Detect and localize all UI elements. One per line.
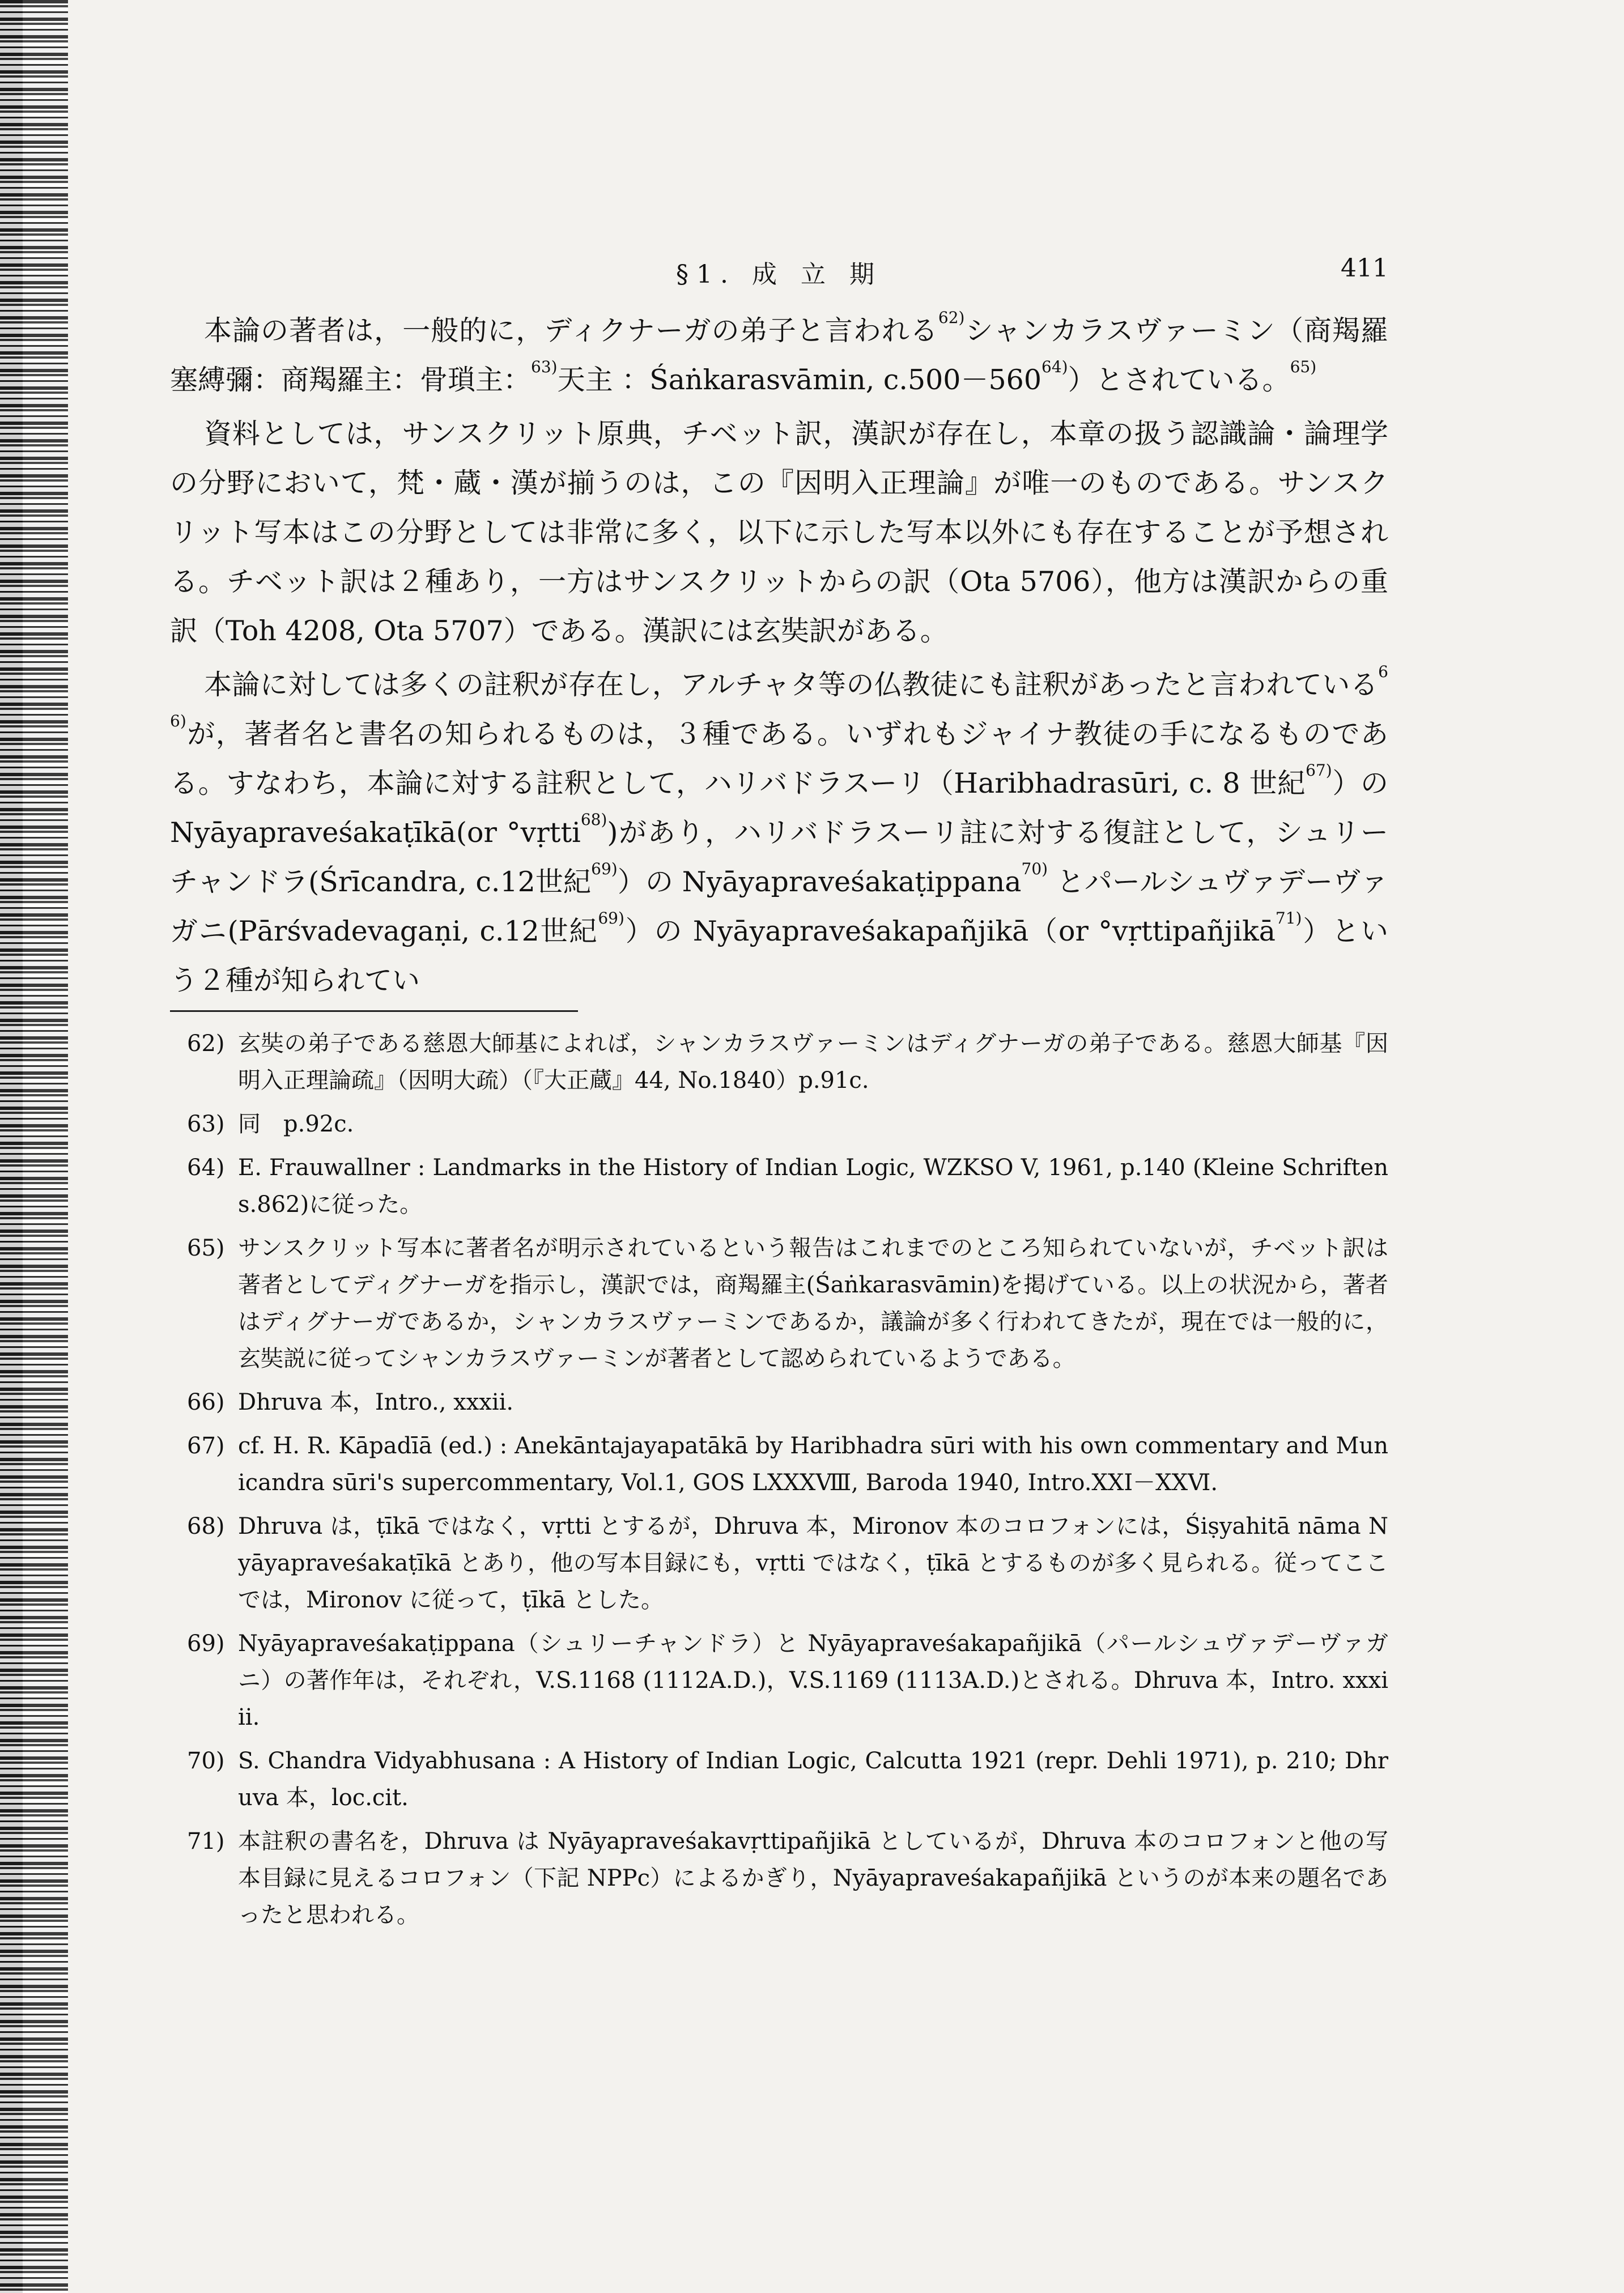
footnote-ref[interactable]: 66) — [170, 662, 1388, 730]
scan-edge — [0, 0, 68, 2293]
text-run: 天主 ：Śaṅkarasvāmin, c.500－560 — [557, 364, 1041, 396]
footnote — [170, 1106, 1388, 1143]
footnote — [170, 1626, 1388, 1736]
footnote-ref[interactable]: 69) — [598, 909, 624, 928]
footnote-ref[interactable]: 70) — [1021, 860, 1048, 878]
footnote-text: E. Frauwallner : Landmarks in the History of Indian Logic, WZKSO V, 1961, p.140 (Kleine Schriften s.862)に従った。 — [238, 1155, 1388, 1218]
footnote-text: 本註釈の書名を，Dhruva は Nyāyapraveśakavṛttipañjikā としているが，Dhruva 本のコロフォンと他の写本目録に見えるコロフォン（下記 NPPc）によるかぎり，Nyāyapraveśakapañjikā というのが本来の題名であったと思われる。 — [238, 1828, 1388, 1928]
footnote-number: 62) — [187, 1031, 225, 1057]
footnote — [170, 1743, 1388, 1816]
paragraph — [170, 306, 1388, 405]
text-run: とパールシュヴァデーヴァガニ(Pārśvadevagaṇi, c.12世紀 — [170, 866, 1388, 947]
footnote-text: Dhruva 本，Intro., xxxii. — [238, 1389, 514, 1415]
footnote-ref[interactable]: 69) — [591, 860, 618, 878]
footnote-text: Nyāyapraveśakaṭippana（シュリーチャンドラ）と Nyāyapraveśakapañjikā（パールシュヴァデーヴァガニ）の著作年は，それぞれ，V.S.1168 (1112A.D.)，V.S.1169 (1113A.D.)とされる。Dhruva 本，Intro. xxxiii. — [238, 1631, 1388, 1730]
text-run: ）の Nyāyapraveśakaṭīkā(or °vṛtti — [170, 767, 1388, 849]
footnote-rule — [170, 1010, 578, 1012]
footnote — [170, 1026, 1388, 1099]
footnote-ref[interactable]: 65) — [1290, 358, 1317, 376]
footnote-ref[interactable]: 62) — [938, 308, 965, 327]
running-header — [170, 254, 1388, 288]
text-run: 資料としては，サンスクリット原典，チベット訳，漢訳が存在し，本章の扱う認識論・論理学の分野において，梵・蔵・漢が揃うのは，この『因明入正理論』が唯一のものである。サンスクリット写本はこの分野としては非常に多く，以下に示した写本以外にも存在することが予想される。チベット訳は２種あり，一方はサンスクリットからの訳（Ota 5706），他方は漢訳からの重訳（Toh 4208, Ota 5707）である。漢訳には玄奘訳がある。 — [170, 418, 1388, 647]
footnote — [170, 1384, 1388, 1421]
footnotes — [170, 1026, 1388, 1941]
footnote — [170, 1150, 1388, 1223]
footnote-text: 同 p.92c. — [238, 1111, 354, 1137]
footnote-number: 70) — [187, 1748, 225, 1774]
text-run: 本論に対しては多くの註釈が存在し，アルチャタ等の仏教徒にも註釈があったと言われている — [204, 669, 1379, 701]
footnote-number: 65) — [187, 1235, 225, 1261]
main-text — [170, 306, 1388, 1010]
footnote — [170, 1823, 1388, 1934]
section-title: §1. 成 立 期 — [676, 260, 882, 289]
footnote-number: 63) — [187, 1111, 225, 1137]
footnote-number: 69) — [187, 1631, 225, 1657]
text-run: シャンカラスヴァーミン（商羯羅塞縛彌：商羯羅主：骨瑣主： — [170, 314, 1388, 396]
footnote — [170, 1230, 1388, 1377]
footnote-ref[interactable]: 68) — [580, 810, 607, 829]
text-run: ）とされている。 — [1068, 364, 1290, 396]
footnote — [170, 1508, 1388, 1619]
footnote-text: cf. H. R. Kāpadīā (ed.) : Anekāntajayapatākā by Haribhadra sūri with his own commentary and Municandra sūri's supercommentary, Vol.1, GOS LXXXⅧ, Baroda 1940, Intro.XXI－XXⅥ. — [238, 1433, 1388, 1496]
page-number: 411 — [1341, 254, 1388, 283]
footnote — [170, 1428, 1388, 1501]
footnote-text: サンスクリット写本に著者名が明示されているという報告はこれまでのところ知られていないが，チベット訳は著者としてディグナーガを指示し，漢訳では，商羯羅主(Śaṅkarasvāmin)を掲げている。以上の状況から，著者はディグナーガであるか，シャンカラスヴァーミンであるか，議論が多く行われてきたが，現在では一般的に，玄奘説に従ってシャンカラスヴァーミンが著者として認められているようである。 — [238, 1235, 1388, 1372]
footnote-text: S. Chandra Vidyabhusana : A History of Indian Logic, Calcutta 1921 (repr. Dehli 1971), p. 210; Dhruva 本，loc.cit. — [238, 1748, 1388, 1811]
footnote-text: 玄奘の弟子である慈恩大師基によれば，シャンカラスヴァーミンはディグナーガの弟子である。慈恩大師基『因明入正理論疏』（因明大疏）（『大正蔵』44, No.1840）p.91c. — [238, 1031, 1388, 1094]
footnote-number: 66) — [187, 1389, 225, 1415]
footnote-text: Dhruva は，ṭīkā ではなく，vṛtti とするが，Dhruva 本，Mironov 本のコロフォンには，Śiṣyahitā nāma Nyāyapraveśakaṭīkā とあり，他の写本目録にも，vṛtti ではなく，ṭīkā とするものが多く見られる。従ってここでは，Mironov に従って，ṭīkā とした。 — [238, 1513, 1388, 1613]
footnote-number: 64) — [187, 1155, 225, 1181]
text-run: ）の Nyāyapraveśakaṭippana — [617, 866, 1022, 898]
footnote-ref[interactable]: 63) — [531, 358, 558, 376]
text-run: ）という２種が知られてい — [170, 915, 1388, 997]
text-run: ）の Nyāyapraveśakapañjikā（or °vṛttipañjikā — [624, 915, 1276, 947]
text-run: が，著者名と書名の知られるものは，３種である。いずれもジャイナ教徒の手になるものである。すなわち，本論に対する註釈として，ハリバドラスーリ（Haribhadrasūri, c. 8 世紀 — [170, 718, 1388, 799]
paragraph — [170, 660, 1388, 1005]
footnote-ref[interactable]: 64) — [1041, 358, 1068, 376]
footnote-ref[interactable]: 67) — [1306, 761, 1332, 780]
paragraph — [170, 409, 1388, 656]
footnote-number: 71) — [187, 1828, 225, 1854]
text-run: )があり，ハリバドラスーリ註に対する復註として，シュリーチャンドラ(Śrīcandra, c.12世紀 — [170, 816, 1388, 898]
footnote-number: 68) — [187, 1513, 225, 1539]
footnote-number: 67) — [187, 1433, 225, 1459]
footnote-ref[interactable]: 71) — [1275, 909, 1302, 928]
text-run: 本論の著者は，一般的に，ディクナーガの弟子と言われる — [204, 314, 938, 347]
